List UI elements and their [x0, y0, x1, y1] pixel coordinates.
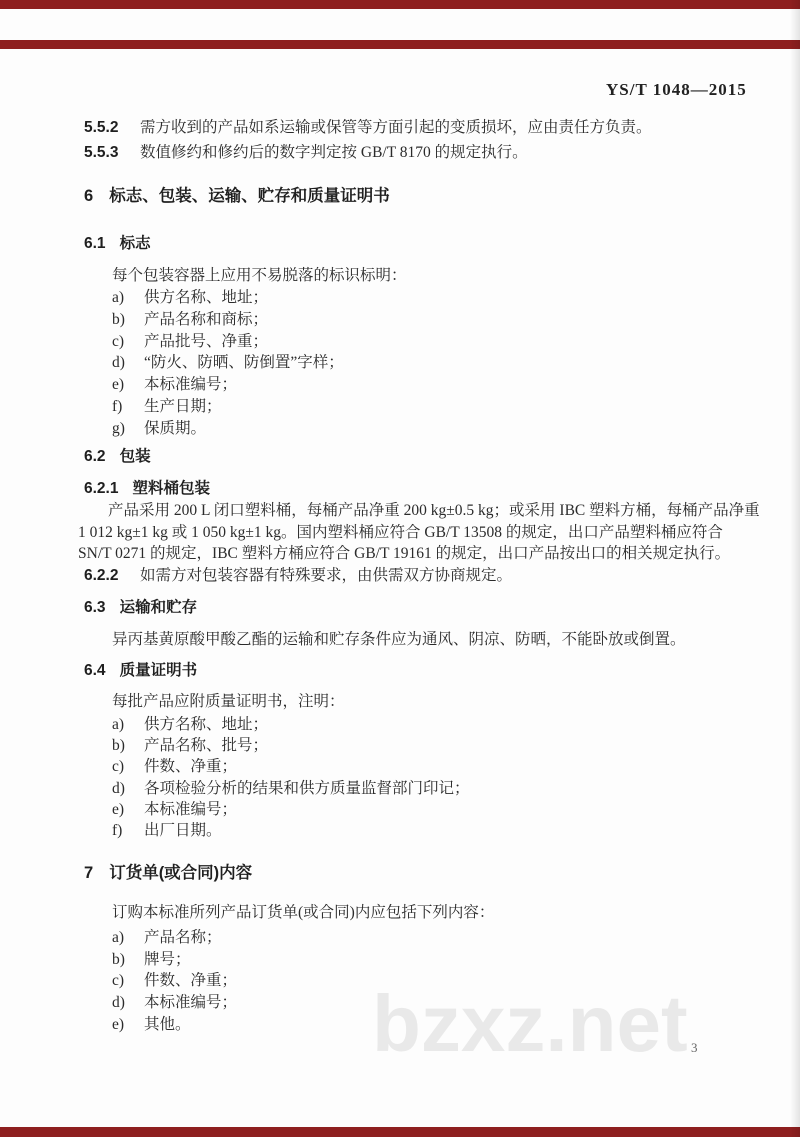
list-item: [112, 715, 268, 735]
paragraph-6-1-intro: 每个包装容器上应用不易脱落的标识标明：: [112, 267, 407, 284]
list-item: [112, 993, 237, 1013]
list-item: [112, 310, 268, 330]
list-letter: a): [112, 716, 125, 733]
section-7-heading: [84, 863, 252, 883]
list-item: [112, 736, 268, 756]
list-letter: f): [112, 398, 123, 415]
section-title: 质量证明书: [119, 662, 198, 679]
list-item: [112, 375, 237, 395]
section-number: 6.2: [84, 448, 106, 465]
section-6-1-heading: [84, 234, 151, 254]
list-letter: e): [112, 376, 125, 393]
clause-text: 如需方对包装容器有特殊要求，由供需双方协商规定。: [140, 567, 513, 584]
list-item: [112, 1015, 191, 1035]
section-title: 运输和贮存: [119, 599, 198, 616]
list-item: [112, 757, 237, 777]
list-text: 保质期。: [144, 420, 207, 437]
section-title: 订货单(或合同)内容: [109, 864, 253, 882]
list-letter: a): [112, 929, 125, 946]
list-item: [112, 928, 222, 948]
list-text: 本标准编号；: [144, 801, 238, 818]
list-letter: d): [112, 354, 125, 371]
list-item: [112, 332, 268, 352]
section-number: 6.4: [84, 662, 106, 679]
list-text: 生产日期；: [144, 398, 222, 415]
list-text: 件数、净重；: [144, 758, 238, 775]
clause-text: 数值修约和修约后的数字判定按 GB/T 8170 的规定执行。: [140, 144, 528, 161]
paragraph-6-2-1-line3: SN/T 0271 的规定，IBC 塑料方桶应符合 GB/T 19161 的规定，出口产品按出口的相关规定执行。: [78, 545, 731, 562]
list-text: 本标准编号；: [144, 376, 238, 393]
section-6-heading: [84, 186, 390, 206]
list-letter: e): [112, 1016, 125, 1033]
list-text: 供方名称、地址；: [144, 289, 269, 306]
section-number: 6.2.1: [84, 480, 119, 497]
section-6-2-heading: [84, 447, 151, 467]
list-text: 产品名称；: [144, 929, 222, 946]
page-number: 3: [691, 1040, 698, 1055]
list-letter: c): [112, 333, 125, 350]
clause-5-5-3: [84, 143, 528, 163]
list-letter: g): [112, 420, 125, 437]
section-title: 标志: [119, 235, 151, 252]
list-letter: d): [112, 780, 125, 797]
scan-artifact-bar-top: [0, 0, 800, 9]
list-letter: b): [112, 311, 125, 328]
paragraph-6-2-1-line2: 1 012 kg±1 kg 或 1 050 kg±1 kg。国内塑料桶应符合 GB/T 13508 的规定，出口产品塑料桶应符合: [78, 524, 723, 541]
list-letter: c): [112, 972, 125, 989]
paragraph-6-3: 异丙基黄原酸甲酸乙酯的运输和贮存条件应为通风、阴凉、防晒，不能卧放或倒置。: [112, 631, 686, 648]
list-text: 出厂日期。: [144, 822, 222, 839]
paragraph-6-4-intro: 每批产品应附质量证明书，注明：: [112, 693, 345, 710]
list-letter: d): [112, 994, 125, 1011]
list-letter: e): [112, 801, 125, 818]
list-letter: a): [112, 289, 125, 306]
list-text: 产品名称、批号；: [144, 737, 269, 754]
list-text: 供方名称、地址；: [144, 716, 269, 733]
scan-edge-shadow: [790, 0, 800, 1137]
list-letter: c): [112, 758, 125, 775]
list-item: [112, 353, 344, 373]
list-text: 件数、净重；: [144, 972, 238, 989]
list-text: 各项检验分析的结果和供方质量监督部门印记；: [144, 780, 470, 797]
watermark-bzxz-net: bzxz.net: [372, 979, 688, 1068]
list-item: [112, 288, 268, 308]
list-text: 本标准编号；: [144, 994, 238, 1011]
doc-number-header: YS/T 1048—2015: [606, 80, 747, 99]
list-letter: f): [112, 822, 123, 839]
list-item: [112, 779, 470, 799]
scan-artifact-bar-top-second: [0, 40, 800, 49]
section-6-4-heading: [84, 661, 197, 681]
section-6-2-1-heading: [84, 479, 210, 499]
clause-number: 6.2.2: [84, 567, 119, 584]
clause-5-5-2: [84, 118, 652, 138]
list-text: “防火、防晒、防倒置”字样；: [144, 354, 344, 371]
clause-number: 5.5.2: [84, 119, 119, 136]
list-item: [112, 397, 222, 417]
list-text: 产品批号、净重；: [144, 333, 269, 350]
section-title: 标志、包装、运输、贮存和质量证明书: [109, 187, 390, 205]
section-number: 7: [84, 864, 94, 882]
list-text: 牌号；: [144, 951, 191, 968]
list-text: 产品名称和商标；: [144, 311, 269, 328]
scan-artifact-bar-bottom: [0, 1127, 800, 1137]
list-text: 其他。: [144, 1016, 191, 1033]
section-6-3-heading: [84, 598, 197, 618]
paragraph-6-2-1-line1: 产品采用 200 L 闭口塑料桶，每桶产品净重 200 kg±0.5 kg；或采用 IBC 塑料方桶，每桶产品净重: [108, 502, 760, 519]
list-item: [112, 971, 237, 991]
list-letter: b): [112, 737, 125, 754]
section-number: 6.1: [84, 235, 106, 252]
clause-number: 5.5.3: [84, 144, 119, 161]
list-item: [112, 419, 206, 439]
clause-6-2-2: [84, 566, 512, 586]
section-number: 6.3: [84, 599, 106, 616]
section-title: 包装: [119, 448, 151, 465]
section-title: 塑料桶包装: [132, 480, 210, 497]
list-item: [112, 800, 237, 820]
list-letter: b): [112, 951, 125, 968]
section-number: 6: [84, 187, 94, 205]
paragraph-7-intro: 订购本标准所列产品订货单(或合同)内应包括下列内容：: [112, 904, 495, 921]
list-item: [112, 821, 222, 841]
clause-text: 需方收到的产品如系运输或保管等方面引起的变质损坏，应由责任方负责。: [140, 119, 652, 136]
list-item: [112, 950, 191, 970]
